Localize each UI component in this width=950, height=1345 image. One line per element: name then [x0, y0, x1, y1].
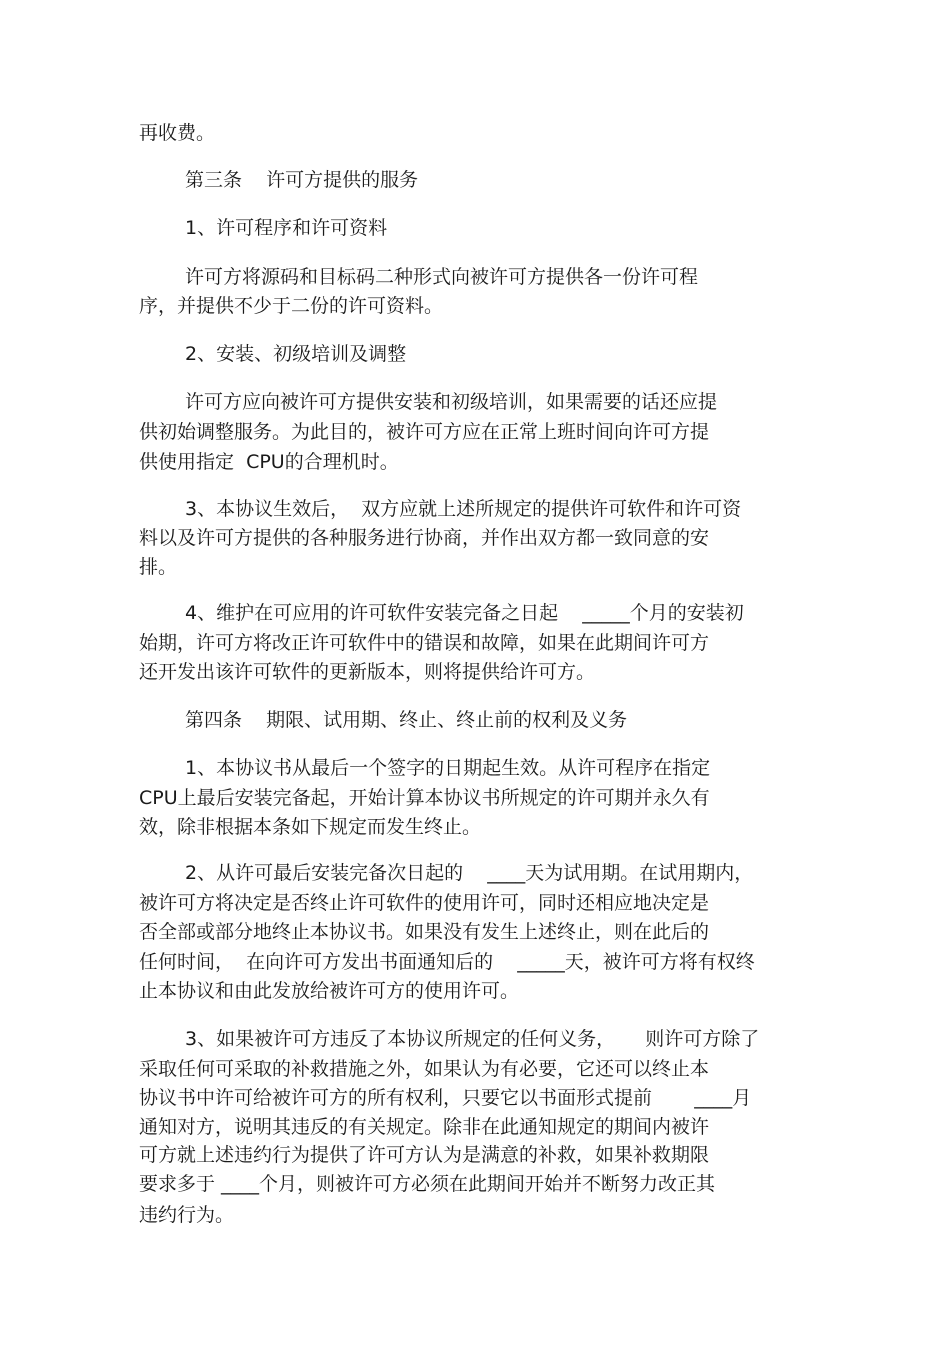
clause-heading: 2、安装、初级培训及调整 [185, 343, 407, 365]
text-line: 1、本协议书从最后一个签字的日期起生效。从许可程序在指定 [185, 757, 711, 779]
text-line: 要求多于 ____个月，则被许可方必须在此期间开始并不断努力改正其 [139, 1173, 716, 1195]
text-line: 通知对方，说明其违反的有关规定。除非在此通知规定的期间内被许 [139, 1116, 710, 1138]
text-line: 许可方将源码和目标码二种形式向被许可方提供各一份许可程 [185, 266, 699, 288]
text-line: 供初始调整服务。为此目的，被许可方应在正常上班时间向许可方提 [139, 421, 710, 443]
clause-heading: 1、许可程序和许可资料 [185, 217, 388, 239]
text-line: 任何时间， 在向许可方发出书面通知后的 _____天，被许可方将有权终 [139, 951, 755, 973]
text-line: 始期，许可方将改正许可软件中的错误和故障，如果在此期间许可方 [139, 632, 710, 654]
text-line: 再收费。 [139, 122, 216, 144]
text-line: 料以及许可方提供的各种服务进行协商，并作出双方都一致同意的安 [139, 527, 710, 549]
text-line: 止本协议和由此发放给被许可方的使用许可。 [139, 980, 520, 1002]
text-line: 否全部或部分地终止本协议书。如果没有发生上述终止，则在此后的 [139, 921, 710, 943]
text-line: 效，除非根据本条如下规定而发生终止。 [139, 816, 482, 838]
text-line: 许可方应向被许可方提供安装和初级培训，如果需要的话还应提 [185, 391, 718, 413]
section-heading-4: 第四条 期限、试用期、终止、终止前的权利及义务 [185, 709, 628, 731]
text-line: 协议书中许可给被许可方的所有权利，只要它以书面形式提前 ____月 [139, 1087, 752, 1109]
text-line: 供使用指定 CPU的合理机时。 [139, 451, 399, 473]
text-line: 3、本协议生效后， 双方应就上述所规定的提供许可软件和许可资 [185, 498, 742, 520]
text-line: 违约行为。 [139, 1204, 235, 1226]
text-line: 4、维护在可应用的许可软件安装完备之日起 _____个月的安装初 [185, 602, 744, 624]
text-line: 被许可方将决定是否终止许可软件的使用许可，同时还相应地决定是 [139, 892, 710, 914]
text-line: CPU上最后安装完备起，开始计算本协议书所规定的许可期并永久有 [139, 787, 710, 809]
text-line: 序，并提供不少于二份的许可资料。 [139, 295, 444, 317]
text-line: 排。 [139, 556, 178, 578]
section-heading-3: 第三条 许可方提供的服务 [185, 169, 419, 191]
text-line: 3、如果被许可方违反了本协议所规定的任何义务， 则许可方除了 [185, 1028, 760, 1050]
text-line: 2、从许可最后安装完备次日起的 ____天为试用期。在试用期内， [185, 862, 754, 884]
text-line: 可方就上述违约行为提供了许可方认为是满意的补救，如果补救期限 [139, 1144, 710, 1166]
text-line: 还开发出该许可软件的更新版本，则将提供给许可方。 [139, 661, 596, 683]
text-line: 采取任何可采取的补救措施之外，如果认为有必要，它还可以终止本 [139, 1058, 710, 1080]
